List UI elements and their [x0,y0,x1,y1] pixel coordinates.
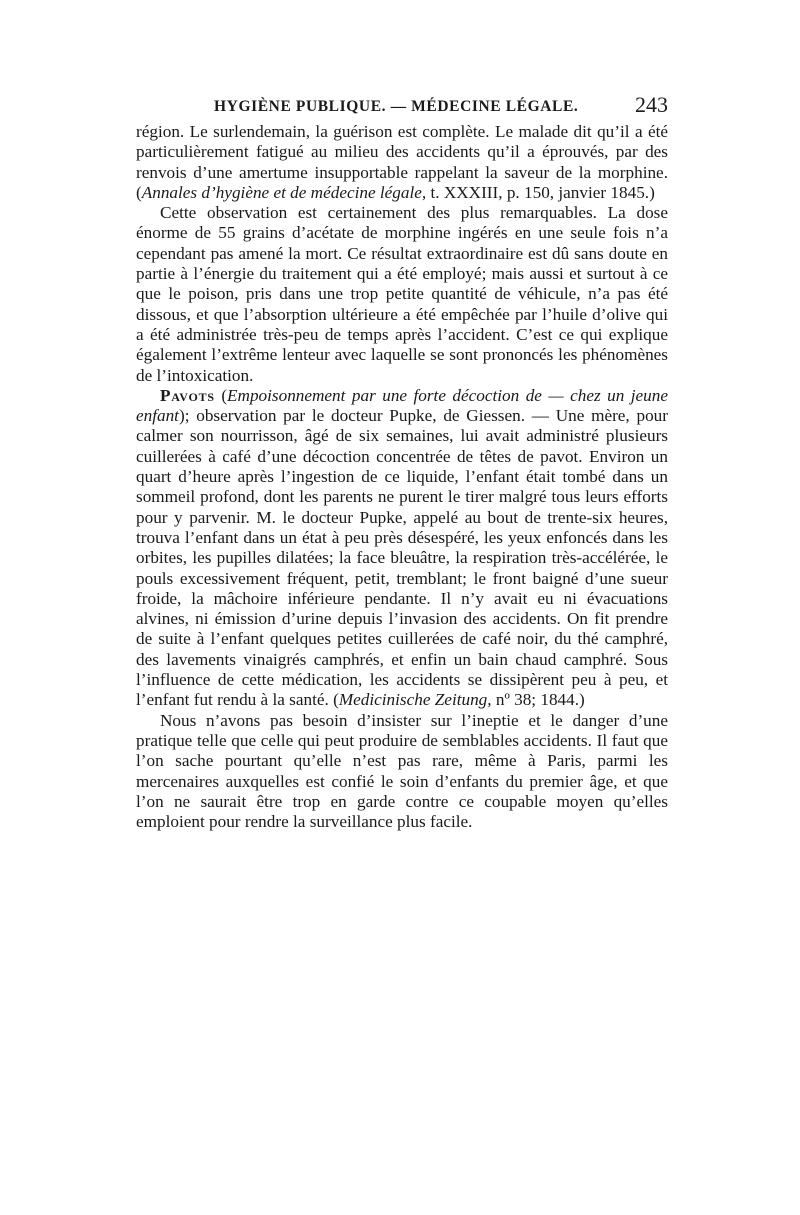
paragraph-text: Cette observation est certainement des plus remarquables. La dose énorme de 55 grains d’acétate de morphine ingérés en une seule fois n’a cependant pas amené la mort. Ce résultat extraordinaire est dû sans doute en partie à l’énergie du traitement qui a été employé; mais aussi et surtout à ce que le poison, pris dans une trop petite quantité de véhicule, n’a pas été dissous, et que l’absorption ultérieure a été empêchée par l’huile d’olive qui a été administrée très-peu de temps après l’accident. C’est ce qui explique également l’extrême lenteur avec laquelle se sont prononcés les phénomènes de l’intoxication. [136,203,668,385]
citation-journal: Annales d’hygiène et de médecine légale, [141,182,427,202]
paragraph-text: Nous n’avons pas besoin d’insister sur l’ineptie et le danger d’une pratique telle que celle qui peut produire de semblables accidents. Il faut que l’on sache pourtant qu’elle n’est pas rare, même à Paris, parmi les mercenaires auxquelles est confié le soin d’enfants du premier âge, et que l’on ne saurait être trop en garde contre ce coupable moyen qu’elles emploient pour rendre la surveillance plus facile. [136,710,668,832]
paragraph-text: région. Le surlendemain, la guérison est complète. Le malade dit qu’il a été particulièrement fatigué au milieu des accidents qu’il a éprouvés, par des renvois d’une amertume insupportable rappelant la saveur de la morphine. ( [136,122,668,202]
paragraph-conclusion [136,711,668,833]
citation-details: nº 38; 1844.) [491,690,585,710]
book-page [136,92,668,832]
paragraph-commentary [136,203,668,386]
paren-close: ); [178,406,190,426]
section-heading: Pavots [160,385,215,405]
paragraph-text: observation par le docteur Pupke, de Giessen. — Une mère, pour calmer son nourrisson, âgé de six semaines, lui avait administré plusieurs cuillerées à café d’une décoction concentrée de têtes de pavot. Environ un quart d’heure après l’ingestion de ce liquide, l’enfant était tombé dans un sommeil profond, dont les parents ne purent le tirer malgré tous leurs efforts pour y parvenir. M. le docteur Pupke, appelé au bout de trente-six heures, trouva l’enfant dans un état à peu près désespéré, les yeux enfoncés dans les orbites, les pupilles dilatées; la face bleuâtre, la respiration très-accélérée, le pouls excessivement fréquent, petit, tremblant; le front baigné d’une sueur froide, la mâchoire inférieure pendante. Il n’y avait eu ni évacuations alvines, ni émission d’urine depuis l’invasion des accidents. On fit prendre de suite à l’enfant quelques petites cuillerées de café noir, du thé camphré, des lavements vinaigrés camphrés, et enfin un bain chaud camphré. Sous l’influence de cette médication, les accidents se dissipèrent peu à peu, et l’enfant fut rendu à la santé. ( [136,406,668,710]
page-header [136,92,668,122]
paragraph-continuation [136,122,668,203]
page-number: 243 [635,92,668,117]
paragraph-pavots [136,386,668,711]
section-subtitle: Empoisonnement par une forte décoction de — chez un jeune enfant [136,385,668,426]
citation-details: t. XXXIII, p. 150, janvier 1845.) [426,182,655,202]
body-text [136,122,668,832]
running-head: HYGIÈNE PUBLIQUE. — MÉDECINE LÉGALE. [214,98,579,115]
paren-open: ( [214,385,228,405]
citation-journal: Medicinische Zeitung, [338,690,492,710]
